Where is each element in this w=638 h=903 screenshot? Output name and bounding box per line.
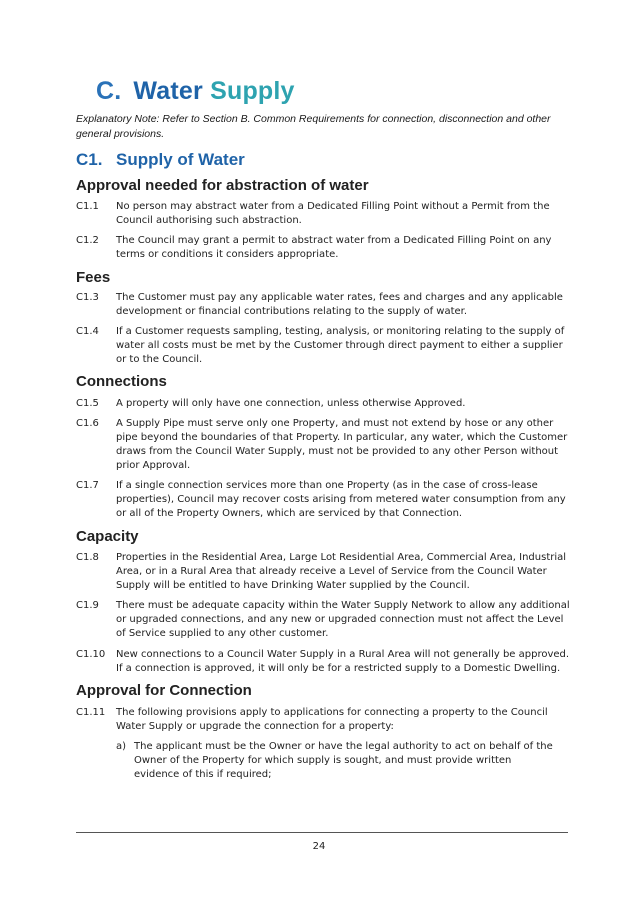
clause-number: C1.8 — [76, 552, 99, 563]
clause-number: C1.9 — [76, 600, 99, 611]
clause-number: C1.11 — [76, 707, 106, 718]
clause-text: No person may abstract water from a Dedicated Filling Point without a Permit from the Council authorising such abstraction. — [116, 201, 550, 226]
clause-number: C1.4 — [76, 326, 99, 337]
clause-text: New connections to a Council Water Supply in a Rural Area will not generally be approved. If a connection is approved, it will only be for a restricted supply to a Domestic Dwelling. — [116, 649, 570, 674]
clause-number: C1.10 — [76, 649, 106, 660]
subclause — [116, 740, 556, 782]
heading-connections: Connections — [76, 373, 167, 390]
clause-number: C1.5 — [76, 398, 99, 409]
clause — [76, 325, 570, 367]
clause-text: There must be adequate capacity within the Water Supply Network to allow any additional or upgraded connections, and any new or upgraded connection must not affect the Level of Service supplied to any other customer. — [116, 600, 570, 639]
section-number: C1. — [76, 150, 103, 169]
clause-text: A property will only have one connection, unless otherwise Approved. — [116, 398, 466, 409]
clause-number: C1.3 — [76, 292, 99, 303]
section-title-text: Supply of Water — [116, 150, 245, 169]
clause — [76, 397, 570, 411]
clause-number: C1.7 — [76, 480, 99, 491]
section-title — [76, 150, 245, 170]
clause-text: A Supply Pipe must serve only one Property, and must not extend by hose or any other pipe beyond the boundaries of that Property. In particular, any water, which the Customer draws from the Council Water Supply, must not be provided to any other Person without prior Approval. — [116, 418, 568, 471]
clause — [76, 599, 570, 641]
chapter-title-word-2: Supply — [210, 77, 295, 105]
clause-number: C1.6 — [76, 418, 99, 429]
clause-number: C1.1 — [76, 201, 99, 212]
heading-approval-abstraction: Approval needed for abstraction of water — [76, 177, 369, 194]
clause-text: The Customer must pay any applicable water rates, fees and charges and any applicable development or financial contributions relating to the supply of water. — [116, 292, 563, 317]
clause — [76, 291, 570, 319]
clause — [76, 706, 570, 734]
clause-text: The Council may grant a permit to abstract water from a Dedicated Filling Point on any terms or conditions it considers appropriate. — [116, 235, 552, 260]
chapter-title — [96, 77, 295, 106]
clause — [76, 234, 570, 262]
subclause-label: a) — [116, 741, 127, 752]
heading-capacity: Capacity — [76, 528, 139, 545]
chapter-title-word-1: Water — [133, 77, 203, 105]
clause-text: Properties in the Residential Area, Large Lot Residential Area, Commercial Area, Industrial Area, or in a Rural Area that already receive a Level of Service from the Council Water Supply will be entitled to have Drinking Water supplied by the Council. — [116, 552, 567, 591]
clause-text: The following provisions apply to applications for connecting a property to the Council Water Supply or upgrade the connection for a property: — [116, 707, 548, 732]
clause — [76, 551, 570, 593]
clause — [76, 479, 570, 521]
explanatory-note: Explanatory Note: Refer to Section B. Common Requirements for connection, disconnection and other general provisions. — [76, 113, 551, 140]
clause — [76, 417, 570, 473]
page-number: 24 — [312, 841, 326, 852]
heading-approval-connection: Approval for Connection — [76, 682, 252, 699]
clause-number: C1.2 — [76, 235, 99, 246]
clause — [76, 200, 570, 228]
clause-text: If a Customer requests sampling, testing, analysis, or monitoring relating to the supply of water all costs must be met by the Customer through direct payment to either a supplier or to the Council. — [116, 326, 565, 365]
heading-fees: Fees — [76, 269, 111, 286]
chapter-letter: C. — [96, 77, 122, 105]
footer-divider — [76, 832, 568, 833]
clause — [76, 648, 570, 676]
subclause-text: The applicant must be the Owner or have the legal authority to act on behalf of the Owner of the Property for which supply is sought, and must provide written evidence of this if required; — [134, 741, 553, 780]
clause-text: If a single connection services more than one Property (as in the case of cross-lease properties), Council may recover costs arising from metered water consumption from any or all of the Property Owners, which are serviced by that Connection. — [116, 480, 566, 519]
